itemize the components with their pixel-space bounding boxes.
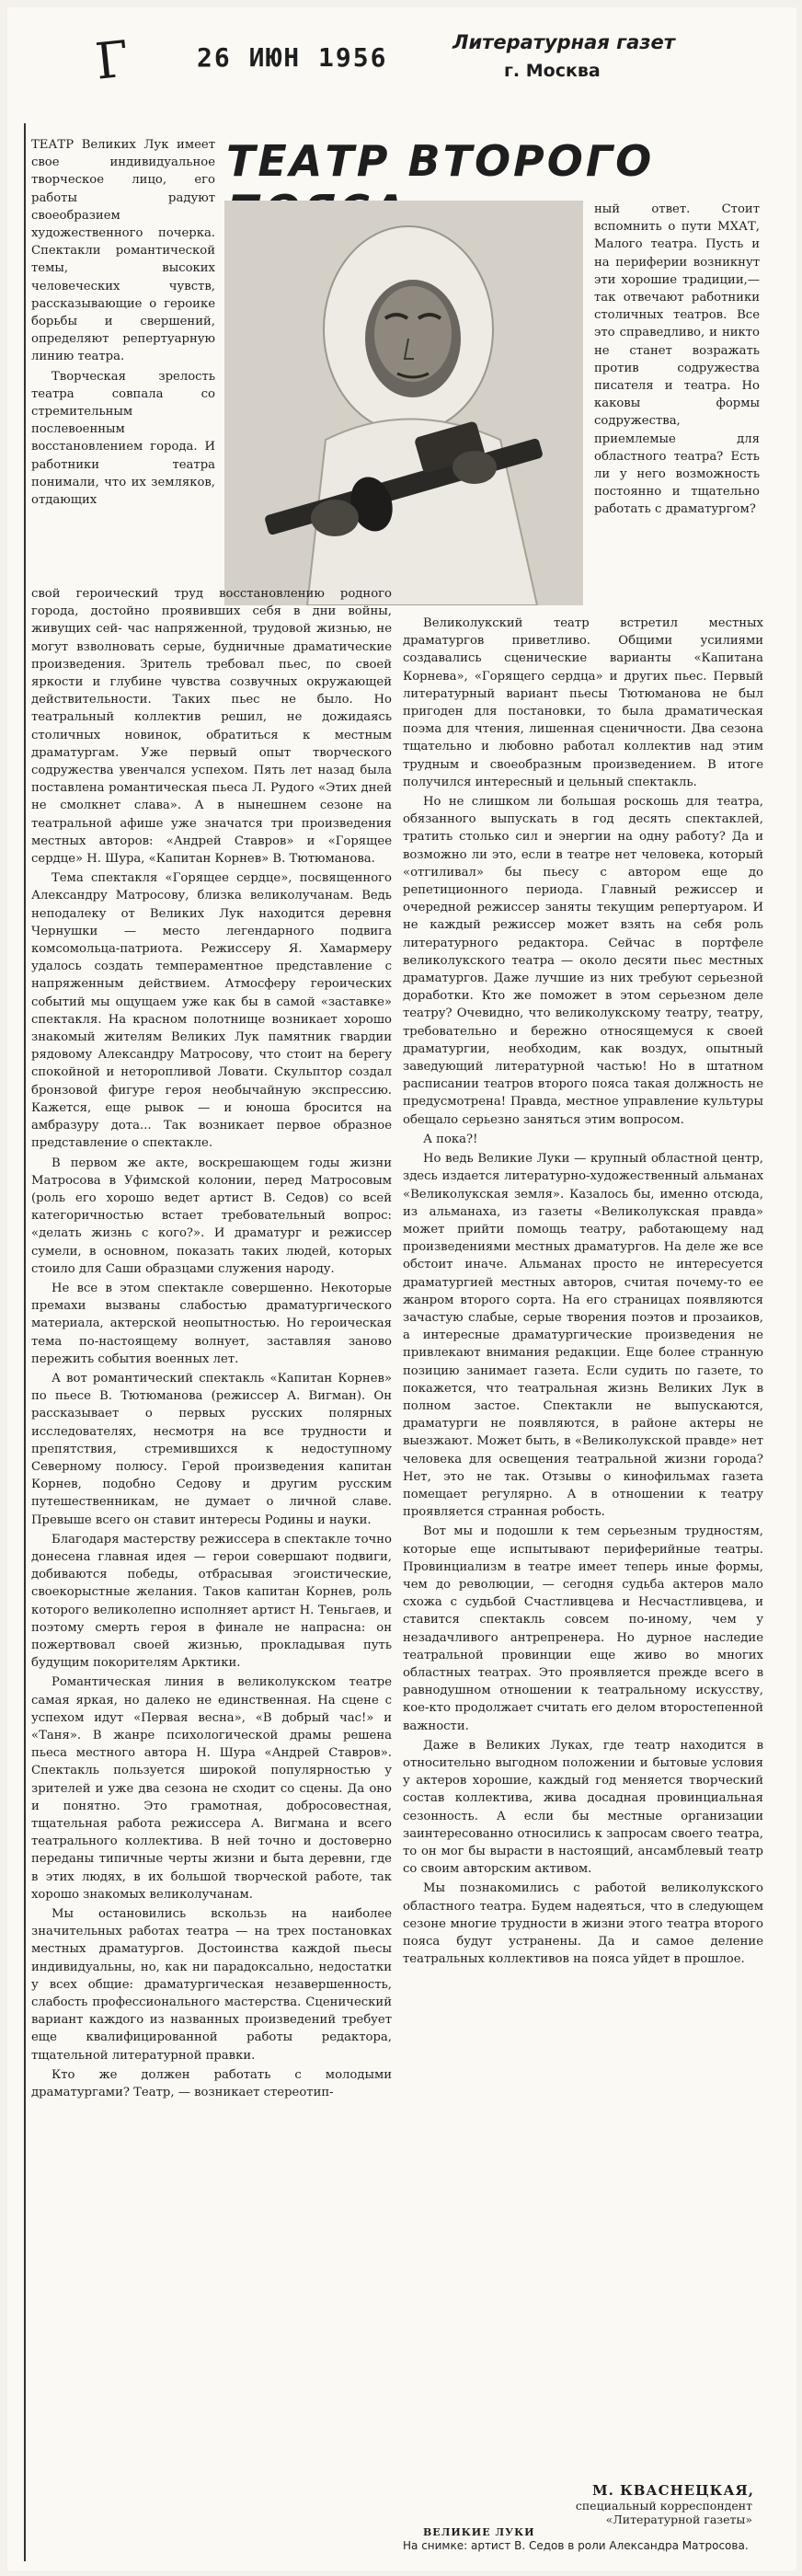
article-paragraph: ный ответ. Стоит вспомнить о пути МХАТ, Малого театра. Пусть и на периферии возникнут эти хорошие традиции,— так отвечают работники столичных театров. Все это справедливо, и никто не станет возражать против содружества писателя и театра. Но каковы формы содружества, приемлемые для областного театра? Есть ли у него возможность постоянно и тщательно работать с драматургом?	[594, 202, 760, 517]
stamp-paper-name: Литературная газет	[453, 31, 675, 53]
article-paragraph: Кто же должен работать с молодыми драматургами? Театр, — возникает стереотип-	[31, 2067, 392, 2100]
article-paragraph: В первом же акте, воскрешающем годы жизни Матросова в Уфимской колонии, перед Матросовым (роль его хорошо ведет артист В. Седов) со всей категоричностью встает требовательный вопрос: «делать жизнь с кого?». И драматург и режиссер сумели, в основном, показать таких людей, которых стоило для Саши образцами служения народу.	[31, 1156, 392, 1276]
actor-photo-illustration	[224, 201, 583, 605]
article-paragraph: Творческая зрелость театра совпала со стремительным послевоенным восстановлением города. И работники театра понимали, что их земляков, отдающих	[31, 369, 215, 508]
archive-stamp	[7, 22, 796, 96]
article-paragraph: Романтическая линия в великолукском театре самая яркая, но далеко не единственная. На сцене с успехом идут «Первая весна», «В добрый час!» и «Таня». В жанре психологической драмы решена пьеса местного автора Н. Шура «Андрей Ставров». Спектакль пользуется широкой популярностью у зрителей и уже два сезона не сходит со сцены. Да оно и понятно. Это грамотная, добросовестная, тщательная работа режиссера А. Вигмана и всего театрального коллектива. В ней точно и достоверно переданы типичные черты жизни и быта деревни, где в этих людях, в их большой творческой работе, так хорошо знакомых великолучанам.	[31, 1675, 392, 1902]
article-paragraph: Великолукский театр встретил местных драматургов приветливо. Общими усилиями создавались сценические варианты «Капитана Корнева», «Горящего сердца» и других пьес. Первый литературный вариант пьесы Тютюманова не был пригоден для постановки, то была драматическая поэма для чтения, лишенная сценичности. Два сезона тщательно и любовно работал коллектив над этим трудным и своеобразным произведением. В итоге получился интересный и цельный спектакль.	[403, 616, 763, 789]
article-paragraph: Благодаря мастерству режиссера в спектакле точно донесена главная идея — герои совершают подвиги, добиваются победы, отбрасывая эгоистические, своекорыстные желания. Таков капитан Корнев, роль которого великолепно исполняет артист Н. Теньгаев, и поэтому смерть героя в финале не напрасна: он пожертвовал своей жизнью, прокладывая путь будущим покорителям Арктики.	[31, 1532, 392, 1671]
author-publication: «Литературной газеты»	[605, 2513, 752, 2526]
author-role: специальный корреспондент	[575, 2499, 752, 2513]
article-column-right-top	[594, 201, 760, 521]
article-paragraph: Не все в этом спектакле совершенно. Некоторые премахи вызваны слабостью драматургического материала, актерской неопытностью. Но героическая тема по-настоящему волнует, заставляя заново пережить события военных лет.	[31, 1281, 392, 1366]
article-paragraph: Мы остановились вскользь на наиболее значительных работах театра — на трех постановках местных драматургов. Достоинства каждой пьесы индивидуальны, но, как ни парадоксально, недостатки у всех общие: драматургическая незавершенность, слабость профессионального мастерства. Сценический вариант каждого из названных произведений требует еще квалифицированной работы редактора, тщательной литературной правки.	[31, 1907, 392, 2063]
article-column-2	[403, 615, 763, 1970]
stamp-date: 26 ИЮН 1956	[197, 42, 388, 73]
article-paragraph: А вот романтический спектакль «Капитан Корнев» по пьесе В. Тютюманова (режиссер А. Вигман). Он рассказывает о первых русских полярных исследователях, несмотря на все трудности и препятствия, стремившихся к недоступному Северному полюсу. Герой произведения капитан Корнев, подобно Седову и другим русским путешественникам, не думает о личной славе. Превыше всего он ставит интересы Родины и науки.	[31, 1371, 392, 1527]
actor-photo	[224, 201, 583, 605]
photo-caption: На снимке: артист В. Седов в роли Александра Матросова.	[403, 2539, 749, 2552]
article-signature-block	[403, 2482, 763, 2553]
article-paragraph: Даже в Великих Луках, где театр находится в относительно выгодном положении и бытовые условия у актеров хорошие, каждый год меняется творческий состав коллектива, жива досадная провинциальная сезонность. А если бы местные организации заинтересованно относились к запросам своего театра, то он мог бы вырасти в настоящий, ансамблевый театр со своим авторским активом.	[403, 1738, 763, 1877]
author-name: М. КВАСНЕЦКАЯ,	[592, 2482, 754, 2499]
article-paragraph: Но не слишком ли большая роскошь для театра, обязанного выпускать в год десять спектаклей, тратить столько сил и энергии на одну работу? Да и возможно ли это, если в театре нет человека, который «отгиливал» бы пьесу с автором еще до репетиционного периода. Главный режиссер и очередной режиссер заняты текущим репертуаром. И не каждый режиссер может взять на себя роль литературного редактора. Сейчас в портфеле великолукского театра — около десяти пьес местных драматургов. Даже лучшие из них требуют серьезной доработки. Кто же поможет в этом серьезном деле театру? Очевидно, что великолукскому театру, театру, требовательно и бережно относящемуся к своей драматургии, необходим, как воздух, опытный заведующий литературной частью! Но в штатном расписании театров второго пояса такая должность не предусмотрена! Правда, местное управление культуры обещало серьезно заняться этим вопросом.	[403, 795, 763, 1127]
stamp-hook-mark: Г	[92, 29, 132, 91]
article-paragraph: ТЕАТР Великих Лук имеет свое индивидуальное творческое лицо, его работы радуют своеобразием художественного почерка. Спектакли романтической темы, высоких человеческих чувств, рассказывающие о героике борьбы и свершений, определяют репертуарную линию театра.	[31, 138, 215, 364]
newspaper-clipping	[7, 7, 796, 2570]
article-paragraph: свой героический труд восстановлению родного города, достойно проявивших себя в дни войны, живущих сей- час напряженной, трудовой жизнью, не могут взволновать серые, будничные драматические произведения. Зритель требовал пьес, по своей яркости и глубине чувства созвучных окружающей действительности. Таких пьес не было. Но театральный коллектив решил, не дожидаясь столичных новинок, обратиться к местным драматургам. Уже первый опыт творческого содружества увенчался успехом. Пять лет назад была поставлена романтическая пьеса Л. Рудого «Этих дней не смолкнет слава». А в нынешнем сезоне на театральной афише уже значатся три произведения местных авторов: «Андрей Ставров» и «Горящее сердце» Н. Шура, «Капитан Корнев» В. Тютюманова.	[31, 587, 392, 867]
article-paragraph: Мы познакомились с работой великолукского областного театра. Будем надеяться, что в следующем сезоне многие трудности в жизни этого театра второго пояса будут устранены. Да и самое деление театральных коллективов на пояса уйдет в прошлое.	[403, 1881, 763, 1967]
article-paragraph: Вот мы и подошли к тем серьезным трудностям, которые еще испытывают периферийные театры. Провинциализм в театре имеет теперь иные формы, чем до революции, — сегодня судьба актеров мало схожа с судьбой Счастливцева и Несчастливцева, и ставится спектакль совсем по-иному, чем у незадачливого антрепренера. Но дурное наследие театральной провинции еще живо во многих областных театрах. Это проявляется прежде всего в равнодушном отношении к театральному искусству, кое-кто продолжает считать его делом второстепенной важности.	[403, 1524, 763, 1733]
article-paragraph: А пока?!	[423, 1132, 478, 1146]
article-paragraph: Тема спектакля «Горящее сердце», посвященного Александру Матросову, близка великолучанам. Ведь неподалеку от Великих Лук находится деревня Чернушки — место легендарного подвига комсомольца-патриота. Режиссеру Я. Хамармеру удалось создать темпераментное представление с напряженным действием. Атмосферу героических событий мы ощущаем уже как бы в самой «заставке» спектакля. На красном полотнище возникает хорошо знакомый жителям Великих Лук памятник гвардии рядовому Александру Матросову, что стоит на берегу спокойной и неторопливой Ловати. Скульптор создал бронзовой фигуре героя необычайную экспрессию. Кажется, еще рывок — и юноша бросится на амбразуру дота... Так возникает первое образное представление о спектакле.	[31, 871, 392, 1151]
article-headline: ТЕАТР ВТОРОГО	[226, 136, 655, 186]
article-column-left-top	[31, 136, 215, 511]
dateline: ВЕЛИКИЕ ЛУКИ	[423, 2526, 535, 2538]
article-paragraph: Но ведь Великие Луки — крупный областной центр, здесь издается литературно-художественный альманах «Великолукская земля». Казалось бы, именно отсюда, из альманаха, из газеты «Великолукская правда» может прийти помощь театру, работающему над произведениями местных драматургов. На деле же все обстоит иначе. Альманах просто не интересуется драматургией местных авторов, считая почему-то ее жанром второго сорта. На его страницах появляются зачастую слабые, серые творения поэтов и прозаиков, а интересные драматургические произведения не привлекают внимания редакции. Еще более странную позицию занимает газета. Если судить по газете, то покажется, что театральная жизнь Великих Лук в полном застое. Спектакли не выпускаются, драматурги не появляются, в районе актеры не выезжают. Может быть, в «Великолукской правде» нет человека для освещения театральной жизни города? Нет, это не так. Отзывы о кинофильмах газета помещает регулярно. А в отношении к театру проявляется странная робость.	[403, 1152, 763, 1520]
article-column-1	[31, 585, 392, 2103]
stamp-city: г. Москва	[504, 61, 601, 81]
